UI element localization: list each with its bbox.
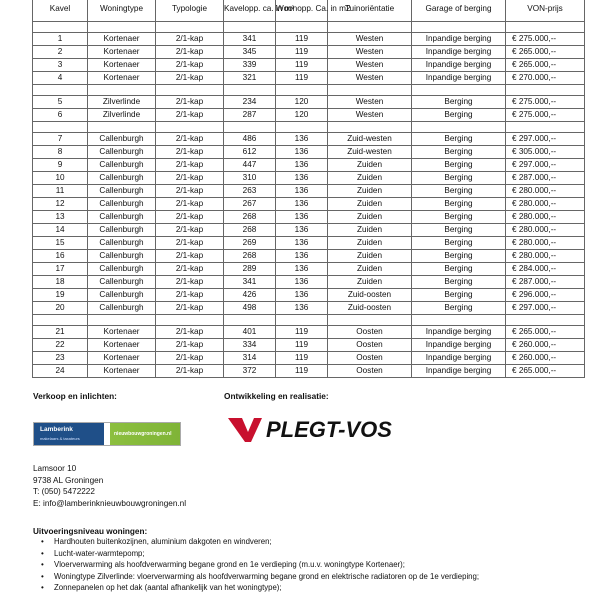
column-header: Garage of berging (412, 0, 506, 22)
cell-kavelopp: 287 (224, 109, 276, 122)
cell-typologie: 2/1-kap (156, 276, 224, 289)
cell-woonopp: 119 (276, 352, 328, 365)
cell-tuin: Zuiden (328, 159, 412, 172)
cell-berging: Berging (412, 211, 506, 224)
cell-prijs: € 260.000,-- (506, 339, 585, 352)
cell-woonopp: 119 (276, 365, 328, 378)
cell-woningtype: Callenburgh (88, 133, 156, 146)
cell-woonopp: 120 (276, 109, 328, 122)
cell-berging: Berging (412, 159, 506, 172)
cell-typologie: 2/1-kap (156, 96, 224, 109)
table-row (33, 72, 585, 85)
cell-prijs: € 270.000,-- (506, 72, 585, 85)
cell-tuin: Zuid-westen (328, 146, 412, 159)
spacer-row (33, 85, 585, 96)
spacer-cell (506, 22, 585, 33)
cell-prijs: € 284.000,-- (506, 263, 585, 276)
table-row (33, 133, 585, 146)
cell-berging: Berging (412, 172, 506, 185)
table-row (33, 276, 585, 289)
cell-prijs: € 265.000,-- (506, 46, 585, 59)
cell-berging: Berging (412, 276, 506, 289)
cell-woonopp: 136 (276, 198, 328, 211)
cell-prijs: € 287.000,-- (506, 172, 585, 185)
cell-typologie: 2/1-kap (156, 237, 224, 250)
cell-woonopp: 136 (276, 159, 328, 172)
list-item: • Hardhouten buitenkozijnen, aluminium dakgoten en windveren; (38, 536, 479, 548)
spacer-cell (88, 85, 156, 96)
cell-prijs: € 280.000,-- (506, 198, 585, 211)
cell-typologie: 2/1-kap (156, 339, 224, 352)
spacer-cell (276, 122, 328, 133)
cell-woonopp: 136 (276, 263, 328, 276)
cell-tuin: Zuiden (328, 250, 412, 263)
cell-tuin: Westen (328, 59, 412, 72)
spacer-cell (412, 315, 506, 326)
cell-woonopp: 136 (276, 289, 328, 302)
cell-typologie: 2/1-kap (156, 46, 224, 59)
column-header: Typologie (156, 0, 224, 22)
spacer-cell (328, 85, 412, 96)
cell-berging: Berging (412, 250, 506, 263)
cell-kavel: 3 (33, 59, 88, 72)
cell-woningtype: Callenburgh (88, 211, 156, 224)
table-row (33, 96, 585, 109)
column-header: Woningtype (88, 0, 156, 22)
cell-woningtype: Zilverlinde (88, 109, 156, 122)
cell-kavelopp: 612 (224, 146, 276, 159)
column-header: Kavel (33, 0, 88, 22)
cell-woonopp: 136 (276, 250, 328, 263)
cell-tuin: Zuiden (328, 263, 412, 276)
cell-kavelopp: 268 (224, 250, 276, 263)
cell-woonopp: 119 (276, 339, 328, 352)
cell-woningtype: Callenburgh (88, 198, 156, 211)
cell-woonopp: 119 (276, 46, 328, 59)
cell-woningtype: Callenburgh (88, 172, 156, 185)
cell-kavelopp: 341 (224, 33, 276, 46)
spacer-cell (328, 122, 412, 133)
cell-prijs: € 297.000,-- (506, 159, 585, 172)
cell-typologie: 2/1-kap (156, 185, 224, 198)
cell-berging: Inpandige berging (412, 326, 506, 339)
cell-kavel: 6 (33, 109, 88, 122)
cell-berging: Berging (412, 96, 506, 109)
cell-typologie: 2/1-kap (156, 59, 224, 72)
cell-kavelopp: 426 (224, 289, 276, 302)
cell-kavel: 8 (33, 146, 88, 159)
verkoop-label: Verkoop en inlichten: (33, 391, 117, 401)
cell-prijs: € 280.000,-- (506, 224, 585, 237)
cell-berging: Inpandige berging (412, 33, 506, 46)
spacer-cell (328, 315, 412, 326)
cell-kavelopp: 269 (224, 237, 276, 250)
cell-tuin: Oosten (328, 365, 412, 378)
cell-woonopp: 119 (276, 326, 328, 339)
cell-berging: Berging (412, 289, 506, 302)
plegt-vos-mark-icon (228, 418, 262, 442)
cell-woonopp: 136 (276, 146, 328, 159)
spacer-cell (156, 22, 224, 33)
cell-tuin: Zuiden (328, 198, 412, 211)
spacer-cell (506, 122, 585, 133)
table-row (33, 198, 585, 211)
table-row (33, 302, 585, 315)
contact-address (33, 463, 186, 509)
cell-kavel: 2 (33, 46, 88, 59)
table-row (33, 263, 585, 276)
cell-berging: Berging (412, 302, 506, 315)
cell-kavel: 12 (33, 198, 88, 211)
cell-typologie: 2/1-kap (156, 365, 224, 378)
list-item: • Vloerverwarming als hoofdverwarming begane grond en 1e verdieping (m.u.v. woningtype Kortenaer); (38, 559, 479, 571)
spacer-cell (33, 122, 88, 133)
cell-woningtype: Callenburgh (88, 276, 156, 289)
cell-kavelopp: 401 (224, 326, 276, 339)
cell-woningtype: Callenburgh (88, 146, 156, 159)
cell-woningtype: Kortenaer (88, 326, 156, 339)
cell-prijs: € 265.000,-- (506, 326, 585, 339)
cell-woningtype: Callenburgh (88, 185, 156, 198)
table-row (33, 326, 585, 339)
cell-kavelopp: 486 (224, 133, 276, 146)
cell-prijs: € 297.000,-- (506, 302, 585, 315)
cell-berging: Berging (412, 133, 506, 146)
address-phone[interactable]: T: (050) 5472222 (33, 487, 95, 496)
table-row (33, 339, 585, 352)
cell-woonopp: 119 (276, 33, 328, 46)
spacer-cell (88, 315, 156, 326)
cell-woningtype: Kortenaer (88, 46, 156, 59)
cell-woningtype: Kortenaer (88, 352, 156, 365)
cell-woningtype: Kortenaer (88, 339, 156, 352)
table-row (33, 365, 585, 378)
lamberink-logo-tagline: makelaars & taxateurs (40, 436, 80, 441)
plegt-vos-logo[interactable] (228, 410, 398, 444)
table-row (33, 146, 585, 159)
table-row (33, 211, 585, 224)
cell-woonopp: 136 (276, 237, 328, 250)
cell-berging: Inpandige berging (412, 59, 506, 72)
spacer-cell (88, 122, 156, 133)
cell-tuin: Zuiden (328, 276, 412, 289)
cell-prijs: € 275.000,-- (506, 109, 585, 122)
cell-kavel: 18 (33, 276, 88, 289)
column-header: VON-prijs (506, 0, 585, 22)
cell-kavel: 10 (33, 172, 88, 185)
cell-kavel: 14 (33, 224, 88, 237)
cell-prijs: € 296.000,-- (506, 289, 585, 302)
lamberink-logo-text: Lamberink (40, 426, 73, 433)
uitvoering-list (38, 536, 479, 594)
cell-berging: Berging (412, 224, 506, 237)
cell-kavel: 24 (33, 365, 88, 378)
spacer-row (33, 315, 585, 326)
cell-kavelopp: 447 (224, 159, 276, 172)
table-row (33, 185, 585, 198)
cell-tuin: Zuid-westen (328, 133, 412, 146)
cell-woningtype: Callenburgh (88, 289, 156, 302)
cell-woningtype: Callenburgh (88, 302, 156, 315)
table-row (33, 172, 585, 185)
cell-tuin: Oosten (328, 339, 412, 352)
cell-tuin: Zuiden (328, 185, 412, 198)
table-row (33, 59, 585, 72)
cell-woningtype: Callenburgh (88, 250, 156, 263)
cell-tuin: Westen (328, 109, 412, 122)
cell-woningtype: Kortenaer (88, 59, 156, 72)
cell-tuin: Zuiden (328, 224, 412, 237)
cell-woningtype: Kortenaer (88, 72, 156, 85)
nieuwbouw-logo-text: nieuwbouwgroningen.nl (114, 431, 172, 437)
cell-woningtype: Kortenaer (88, 365, 156, 378)
spacer-cell (506, 85, 585, 96)
cell-kavelopp: 310 (224, 172, 276, 185)
table-row (33, 159, 585, 172)
cell-woningtype: Zilverlinde (88, 96, 156, 109)
spacer-cell (33, 315, 88, 326)
cell-typologie: 2/1-kap (156, 72, 224, 85)
cell-typologie: 2/1-kap (156, 146, 224, 159)
column-header: Kavelopp. ca. in m² (224, 0, 276, 22)
cell-woonopp: 136 (276, 133, 328, 146)
cell-kavel: 22 (33, 339, 88, 352)
spacer-cell (224, 315, 276, 326)
cell-woonopp: 136 (276, 185, 328, 198)
spacer-cell (88, 22, 156, 33)
cell-woonopp: 119 (276, 59, 328, 72)
cell-kavelopp: 498 (224, 302, 276, 315)
cell-kavelopp: 341 (224, 276, 276, 289)
cell-kavel: 17 (33, 263, 88, 276)
spacer-cell (156, 85, 224, 96)
cell-typologie: 2/1-kap (156, 33, 224, 46)
cell-kavelopp: 314 (224, 352, 276, 365)
cell-typologie: 2/1-kap (156, 224, 224, 237)
cell-woningtype: Callenburgh (88, 224, 156, 237)
cell-tuin: Zuiden (328, 211, 412, 224)
spacer-cell (506, 315, 585, 326)
list-item: • Lucht-water-warmtepomp; (38, 548, 479, 560)
cell-woonopp: 136 (276, 302, 328, 315)
cell-typologie: 2/1-kap (156, 109, 224, 122)
cell-woningtype: Callenburgh (88, 263, 156, 276)
cell-kavel: 1 (33, 33, 88, 46)
table-row (33, 352, 585, 365)
spacer-cell (412, 22, 506, 33)
plegt-vos-logo-text: PLEGT-VOS (266, 417, 392, 442)
cell-kavel: 13 (33, 211, 88, 224)
cell-woningtype: Kortenaer (88, 33, 156, 46)
spacer-cell (33, 22, 88, 33)
cell-prijs: € 280.000,-- (506, 211, 585, 224)
kavels-table (32, 0, 585, 378)
cell-woonopp: 136 (276, 211, 328, 224)
cell-woonopp: 120 (276, 96, 328, 109)
cell-woonopp: 119 (276, 72, 328, 85)
cell-tuin: Westen (328, 72, 412, 85)
cell-kavelopp: 268 (224, 211, 276, 224)
cell-berging: Inpandige berging (412, 46, 506, 59)
cell-typologie: 2/1-kap (156, 250, 224, 263)
cell-typologie: 2/1-kap (156, 172, 224, 185)
cell-kavelopp: 334 (224, 339, 276, 352)
cell-prijs: € 280.000,-- (506, 185, 585, 198)
cell-berging: Berging (412, 237, 506, 250)
table-row (33, 250, 585, 263)
table-row (33, 237, 585, 250)
spacer-cell (412, 85, 506, 96)
cell-kavel: 11 (33, 185, 88, 198)
cell-prijs: € 265.000,-- (506, 59, 585, 72)
table-body (33, 22, 585, 378)
cell-kavel: 19 (33, 289, 88, 302)
cell-kavel: 15 (33, 237, 88, 250)
table-row (33, 46, 585, 59)
cell-kavel: 21 (33, 326, 88, 339)
cell-berging: Berging (412, 185, 506, 198)
cell-berging: Inpandige berging (412, 72, 506, 85)
cell-typologie: 2/1-kap (156, 263, 224, 276)
cell-typologie: 2/1-kap (156, 159, 224, 172)
spacer-cell (276, 85, 328, 96)
cell-kavel: 9 (33, 159, 88, 172)
cell-prijs: € 287.000,-- (506, 276, 585, 289)
table-header-row (33, 0, 585, 22)
cell-typologie: 2/1-kap (156, 211, 224, 224)
cell-berging: Inpandige berging (412, 365, 506, 378)
cell-prijs: € 280.000,-- (506, 237, 585, 250)
list-item: • Woningtype Zilverlinde: vloerverwarming als hoofdverwarming begane grond en elektrische radiatoren op de 1e verdieping; (38, 571, 479, 583)
table-row (33, 33, 585, 46)
cell-kavel: 4 (33, 72, 88, 85)
cell-prijs: € 260.000,-- (506, 352, 585, 365)
cell-kavelopp: 263 (224, 185, 276, 198)
cell-tuin: Westen (328, 46, 412, 59)
cell-tuin: Zuiden (328, 172, 412, 185)
spacer-cell (156, 122, 224, 133)
cell-kavel: 16 (33, 250, 88, 263)
cell-typologie: 2/1-kap (156, 302, 224, 315)
cell-prijs: € 305.000,-- (506, 146, 585, 159)
cell-typologie: 2/1-kap (156, 133, 224, 146)
list-item: • Zonnepanelen op het dak (aantal afhankelijk van het woningtype); (38, 582, 479, 594)
spacer-cell (412, 122, 506, 133)
cell-woonopp: 136 (276, 276, 328, 289)
spacer-cell (276, 22, 328, 33)
address-street: Lamsoor 10 (33, 464, 77, 473)
cell-tuin: Zuiden (328, 237, 412, 250)
cell-typologie: 2/1-kap (156, 352, 224, 365)
cell-kavelopp: 234 (224, 96, 276, 109)
spacer-cell (276, 315, 328, 326)
cell-berging: Inpandige berging (412, 352, 506, 365)
column-header: Tuinoriëntatie (328, 0, 412, 22)
cell-kavel: 20 (33, 302, 88, 315)
cell-prijs: € 265.000,-- (506, 365, 585, 378)
cell-prijs: € 280.000,-- (506, 250, 585, 263)
spacer-cell (224, 22, 276, 33)
address-city: 9738 AL Groningen (33, 475, 104, 485)
cell-woningtype: Callenburgh (88, 159, 156, 172)
cell-prijs: € 275.000,-- (506, 33, 585, 46)
cell-tuin: Oosten (328, 352, 412, 365)
cell-kavelopp: 345 (224, 46, 276, 59)
cell-berging: Berging (412, 109, 506, 122)
cell-tuin: Westen (328, 33, 412, 46)
spacer-cell (224, 85, 276, 96)
cell-prijs: € 275.000,-- (506, 96, 585, 109)
spacer-cell (156, 315, 224, 326)
cell-tuin: Oosten (328, 326, 412, 339)
ontwikkeling-label: Ontwikkeling en realisatie: (224, 391, 329, 401)
cell-kavelopp: 289 (224, 263, 276, 276)
cell-typologie: 2/1-kap (156, 326, 224, 339)
cell-tuin: Westen (328, 96, 412, 109)
table-row (33, 289, 585, 302)
spacer-cell (224, 122, 276, 133)
cell-tuin: Zuid-oosten (328, 302, 412, 315)
cell-berging: Berging (412, 263, 506, 276)
address-email[interactable]: E: info@lamberinknieuwbouwgroningen.nl (33, 498, 187, 508)
cell-kavelopp: 339 (224, 59, 276, 72)
spacer-cell (33, 85, 88, 96)
column-header: Woonopp. Ca. in m2 (276, 0, 328, 22)
cell-prijs: € 297.000,-- (506, 133, 585, 146)
cell-kavelopp: 267 (224, 198, 276, 211)
table-row (33, 224, 585, 237)
cell-kavelopp: 268 (224, 224, 276, 237)
table-row (33, 109, 585, 122)
cell-woningtype: Callenburgh (88, 237, 156, 250)
uitvoering-title: Uitvoeringsniveau woningen: (33, 527, 148, 536)
spacer-cell (328, 22, 412, 33)
cell-berging: Berging (412, 146, 506, 159)
cell-woonopp: 136 (276, 224, 328, 237)
cell-kavelopp: 321 (224, 72, 276, 85)
spacer-row (33, 22, 585, 33)
cell-tuin: Zuid-oosten (328, 289, 412, 302)
cell-kavelopp: 372 (224, 365, 276, 378)
cell-typologie: 2/1-kap (156, 289, 224, 302)
cell-berging: Inpandige berging (412, 339, 506, 352)
cell-woonopp: 136 (276, 172, 328, 185)
cell-berging: Berging (412, 198, 506, 211)
cell-kavel: 7 (33, 133, 88, 146)
spacer-row (33, 122, 585, 133)
lamberink-logo[interactable] (33, 422, 181, 446)
cell-typologie: 2/1-kap (156, 198, 224, 211)
cell-kavel: 23 (33, 352, 88, 365)
cell-kavel: 5 (33, 96, 88, 109)
